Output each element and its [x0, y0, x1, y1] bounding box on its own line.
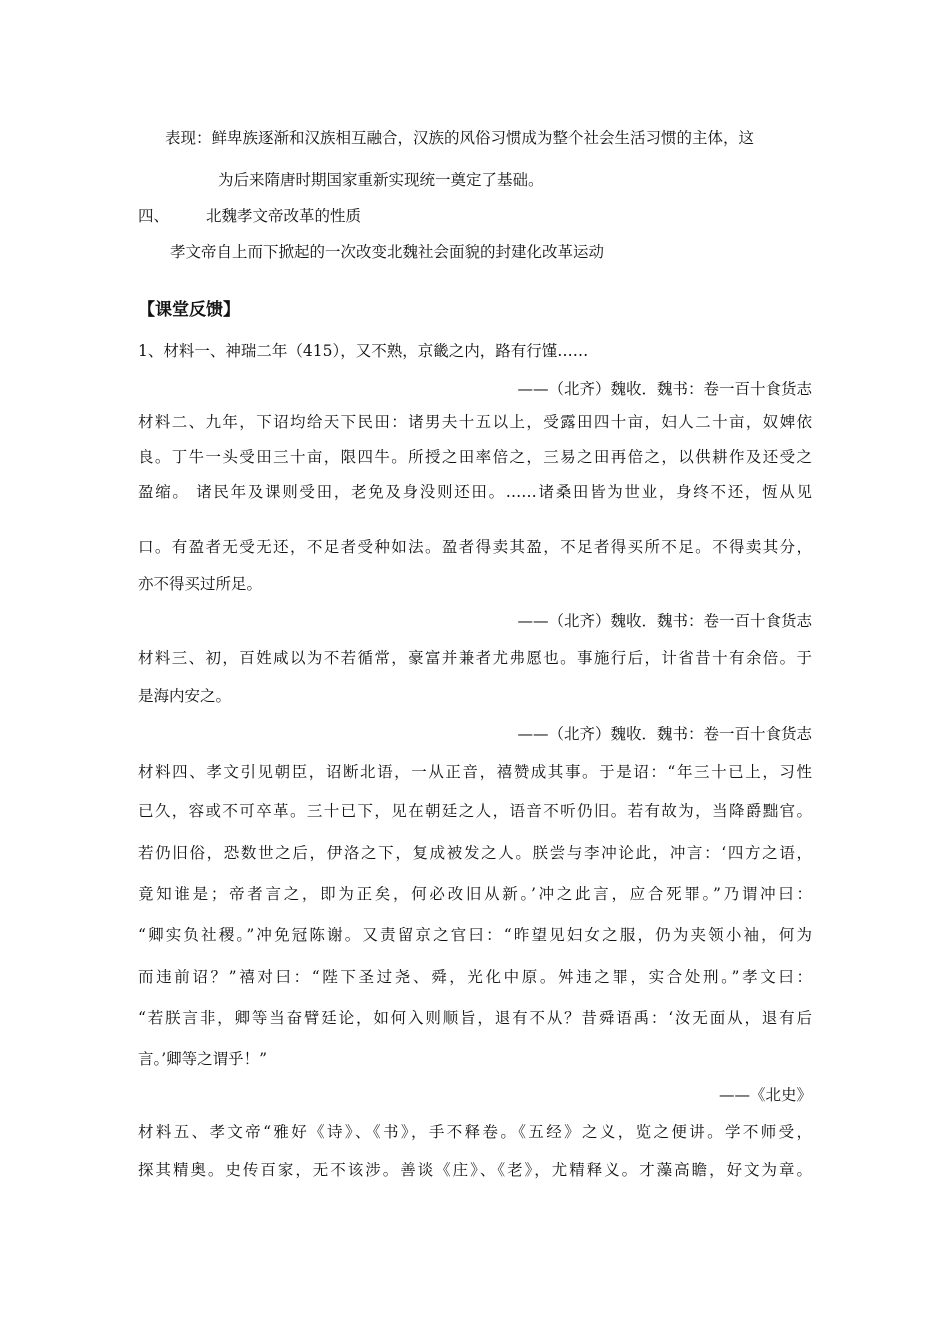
material-2-line: 盈缩。 诸民年及课则受田，老免及身没则还田。……诸桑田皆为世业，身终不还，恆从见 [138, 483, 812, 501]
material-4-line: 若仍旧俗，恐数世之后，伊洛之下，复成被发之人。朕尝与李冲论此，冲言：‘四方之语， [138, 844, 812, 862]
material-3-line: 材料三、初，百姓咸以为不若循常，豪富并兼者尤弗愿也。事施行后，计省昔十有余倍。于 [138, 649, 812, 667]
material-1-line: 1、材料一、神瑞二年（415），又不熟，京畿之内，路有行馑…… [138, 342, 589, 360]
material-3-line: 是海内安之。 [138, 687, 232, 705]
section-4-title: 北魏孝文帝改革的性质 [206, 207, 362, 225]
material-1-source: ——（北齐）魏收．魏书：卷一百十食货志 [517, 380, 812, 398]
material-5-line: 材料五、孝文帝“雅好《诗》、《书》，手不释卷。《五经》之义，览之便讲。学不师受， [138, 1123, 812, 1141]
material-4-line: 竟知谁是；帝者言之，即为正矣，何必改旧从新。’冲之此言，应合死罪。”乃谓冲曰： [138, 885, 812, 903]
material-2-line: 亦不得买过所足。 [138, 575, 263, 593]
material-2-line: 良。丁牛一头受田三十亩，限四牛。所授之田率倍之，三易之田再倍之，以供耕作及还受之 [138, 448, 812, 466]
material-5-line: 探其精奥。史传百家，无不该涉。善谈《庄》、《老》，尤精释义。才藻高瞻，好文为章。 [138, 1161, 812, 1179]
material-2-line: 材料二、九年，下诏均给天下民田：诸男夫十五以上，受露田四十亩，妇人二十亩，奴婢依 [138, 413, 812, 431]
material-4-line: “若朕言非，卿等当奋臂廷论，如何入则顺旨，退有不从？昔舜语禹：‘汝无面从，退有后 [138, 1009, 812, 1027]
material-4-line: 而违前诏？”禧对曰：“陛下圣过尧、舜，光化中原。舛违之罪，实合处刑。”孝文曰： [138, 968, 812, 986]
section-4-number: 四、 [138, 207, 170, 225]
material-4-line: “卿实负社稷。”冲免冠陈谢。又责留京之官曰：“昨望见妇女之服，仍为夹领小袖，何为 [138, 926, 812, 944]
material-4-line: 言。’卿等之谓乎！” [138, 1050, 268, 1068]
material-2-line: 口。有盈者无受无还，不足者受种如法。盈者得卖其盈，不足者得买所不足。不得卖其分， [138, 538, 812, 556]
material-4-line: 材料四、孝文引见朝臣，诏断北语，一从正音，禧赞成其事。于是诏：“年三十已上，习性 [138, 763, 812, 781]
section-4-body: 孝文帝自上而下掀起的一次改变北魏社会面貌的封建化改革运动 [170, 243, 605, 261]
material-4-source: ——《北史》 [718, 1086, 812, 1104]
material-3-source: ——（北齐）魏收．魏书：卷一百十食货志 [517, 725, 812, 743]
material-2-source: ——（北齐）魏收．魏书：卷一百十食货志 [517, 612, 812, 630]
expression-line-1: 表现：鲜卑族逐渐和汉族相互融合，汉族的风俗习惯成为整个社会生活习惯的主体，这 [165, 129, 755, 147]
feedback-heading: 【课堂反馈】 [138, 300, 240, 320]
material-4-line: 已久，容或不可卒革。三十已下，见在朝廷之人，语音不听仍旧。若有故为，当降爵黜官。 [138, 802, 812, 820]
expression-line-2: 为后来隋唐时期国家重新实现统一奠定了基础。 [218, 171, 544, 189]
